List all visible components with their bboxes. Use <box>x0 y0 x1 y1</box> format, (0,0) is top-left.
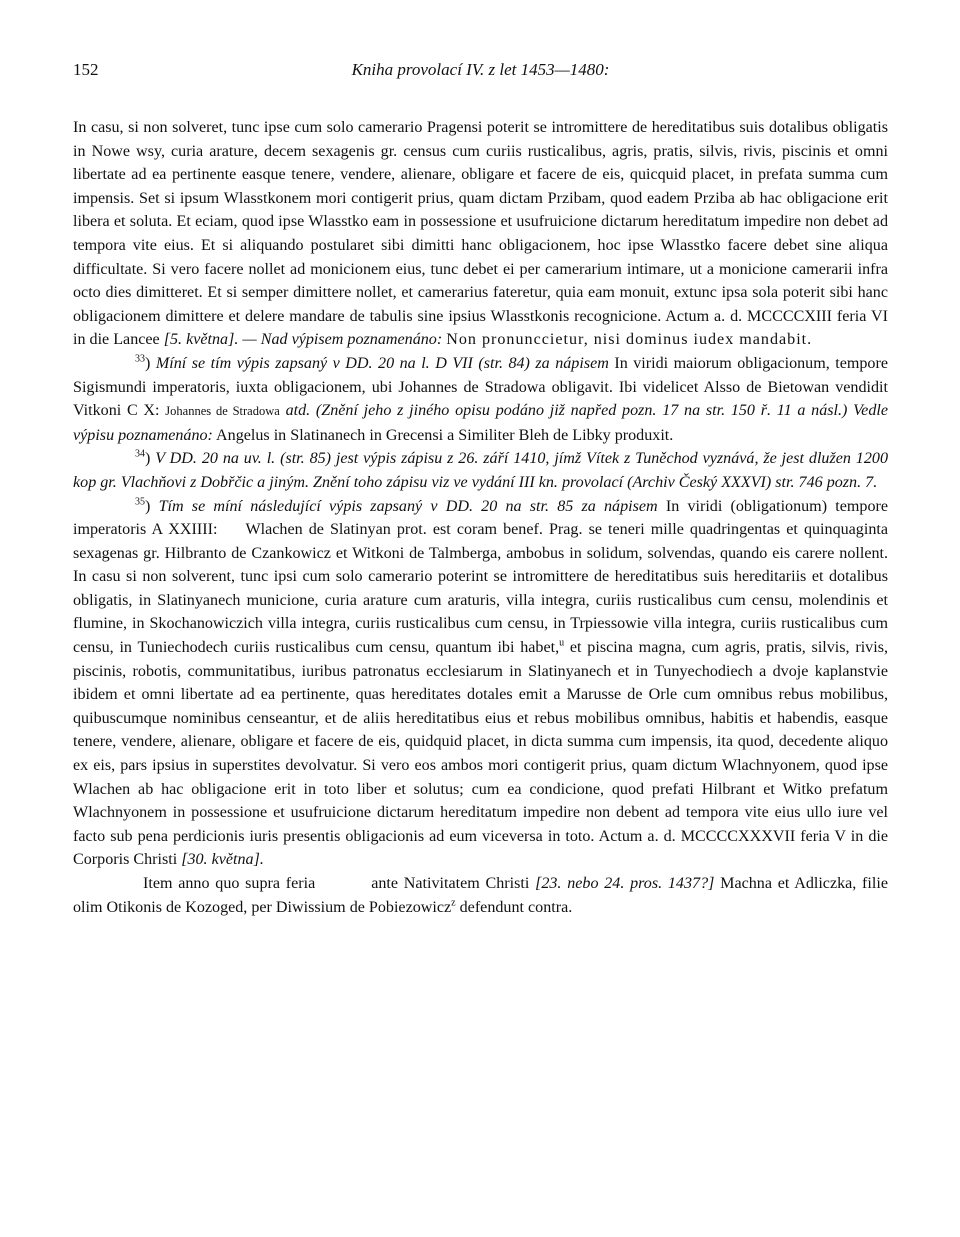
footnote-text: In viridi maiorum obligacionum, tempore Sigismundi imperatoris, iuxta obligacionem, ubi Johannes de Stradowa obligavit. Ibi videlicet Alsso de Bietowan vendidit Vitkoni C X: <box>73 354 888 420</box>
footnote-intro: Míní se tím výpis zapsaný v DD. 20 na l. D VII (str. 84) za nápisem <box>155 354 609 372</box>
footnote-text-c: et piscina magna, cum agris, pratis, silvis, rivis, piscinis, robotis, communitatibus, iuribus patronatus ecclesiarum in Slatinyanech et in Tunyechodiech a dvoje kaplanstvie ibidem et omni libertate ad ea pertinente, quas hereditates dotales emit a Marusse de Orle cum omnibus rebus mobilibus, quibuscumque nominibus censeantur, et de aliis hereditatibus eius et rebus mobilibus omnibus, habitis et habendis, easque tenere, vendere, alienare, obligare et facere de eis, quidquid placet, in dicta summa cum impensis, ita quod, decedente aliquo ex eis, pars ipsius in superstites devolvatur. Si vero eos ambos mori contigerit prius, quam dictum Wlachnyonem, quod ipse Wlachen ab hac obligacione erit in toto liber et solutus; cum ea condicione, quod prefati Hilbrant et Witko prefatum Wlachnyonem in possessione et usufruicione dictarum hereditatum impedire non debent ad tempora vite eius ullo iure vel facto sub pena perdicionis iuris presentis obligacionis ad eum viceversa in toto. Actum a. d. MCCCCXXXVII feria V in die Corporis Christi <box>73 639 888 869</box>
date-reference: [23. nebo 24. pros. 1437?] <box>535 875 715 892</box>
page-number: 152 <box>73 60 99 79</box>
footnote-small-text: Johannes de Stradowa <box>165 404 280 419</box>
page-header <box>73 60 888 90</box>
date-reference: [5. května]. <box>163 331 239 349</box>
footnote-number: 33 <box>135 353 145 365</box>
document-body <box>73 116 888 919</box>
main-text: In casu, si non solveret, tunc ipse cum solo camerario Pragensi poterit se intromittere de hereditatibus suis dotalibus obligatis in Nowe wsy, curia arature, decem sexagenis gr. census cum curiis rusticalibus, agris, pratis, silvis, rivis, piscinis et omni libertate ad ea pertinente easque tenere, vendere, alienare, obligare et facere de eis, quicquid placet, in prefata summa cum impensis. Set si ipsum Wlasstkonem mori contigerit prius, quam dictam Przibam, quod eadem Prziba ab hac obligacione erit libera et soluta. Et eciam, quod ipse Wlasstko eam in possessione et usufruicione dictarum hereditatum impedire non debet ad tempora vite eius. Et si aliquando postularet sibi dimitti hanc obligacionem, hoc ipse Wlasstko facere debet sine aliqua difficultate. Si vero facere nollet ad monicionem eius, tunc debet ei per camerarium intimare, ut a monicione camerarii infra octo dies dimitteret. Et si semper dimittere nollet, et camerarius fateretur, quia eam monuit, extunc ipsa sola poterit sibi hanc obligacionem dimittere et delere mandare de tabulis sine ipsius Wlasstkonis recognicione. Actum a. d. MCCCCXIII feria VI in die Lancee <box>73 119 888 349</box>
footnote-number: 35 <box>135 496 145 508</box>
footnote-text-b: Wlachen de Slatinyan prot. est coram benef. Prag. se teneri mille quadringentas et quinquaginta sexagenas gr. Hilbranto de Czankowicz et Witkoni de Talmberga, ambobus in solidum, solvendas, quando eis carere nollent. In casu si non solverent, tunc ipsi cum solo camerario poterint se intromittere de hereditatibus suis hereditariis et dotalibus obligatis, in Slatinyanech municione, curia arature cum araturis, villa integra, curiis rusticalibus cum censu, molendinis et flumine, in Skochanowiczich villa integra, curiis rusticalibus cum censu, in Trpiessowie villa integra, curiis rusticalibus cum censu, in Tuniechodech curiis rusticalibus cum censu, quantum ibi habet, <box>73 521 888 657</box>
footnote-intro: Tím se míní následující výpis zapsaný v DD. 20 na str. 85 za nápisem <box>158 497 658 515</box>
footnote-marker: z <box>451 897 456 909</box>
last-text-d: defendunt contra. <box>459 898 573 916</box>
footnote-34: $^{34}$) V DD. 20 na uv. l. (str. 85) jest výpis zápisu z 26. září 1410, jímž Vítek z Tuněchod vyznává, že jest dlužen 1200 kop gr. Vlachňovi z Dobřčic a jiným. Znění toho zápisu viz ve vydání III kn. provolací (Archiv Český XXXVI) str. 746 pozn. 7. <box>73 448 888 491</box>
last-text-b: ante Nativitatem Christi <box>371 875 530 892</box>
paragraph-main <box>73 116 888 352</box>
running-title: Kniha provolací IV. z let 1453—1480: <box>351 60 610 79</box>
date-reference: [30. května]. <box>181 851 264 869</box>
footnote-35: $^{35}$) Tím se míní následující výpis zapsaný v DD. 20 na str. 85 za nápisem In viridi (obligationum) tempore imperatoris A XXIIII: Wlachen de Slatinyan prot. est coram benef. Prag. se teneri mille quadringentas et quinquaginta sexagenas gr. Hilbranto de Czankowicz et Witkoni de Talmberga, ambobus in solidum, solvendas, quando eis carere nollent. In casu si non solverent, tunc ipsi cum solo camerario poterint se intromittere de hereditatibus suis hereditariis et dotalibus obligatis, in Slatinyanech municione, curia arature cum araturis, villa integra, curiis rusticalibus cum censu, molendinis et flumine, in Skochanowiczich villa integra, curiis rusticalibus cum censu, in Trpiessowie villa integra, curiis rusticalibus cum censu, in Tuniechodech curiis rusticalibus cum censu, quantum ibi habet,$^u$ et piscina magna, cum agris, pratis, silvis, rivis, piscinis, robotis, communitatibus, iuribus patronatus ecclesiarum in Slatinyanech et in Tunyechodiech a dvoje kaplanstvie ibidem et omni libertate ad ea pertinente, quas hereditates dotales emit a Marusse de Orle cum omnibus rebus mobilibus, quibuscumque nominibus censeantur, et de aliis hereditatibus eius et rebus mobilibus omnibus, habitis et habendis, easque tenere, vendere, alienare, obligare et facere de eis, quidquid placet, in dicta summa cum impensis, ita quod, decedente aliquo ex eis, pars ipsius in superstites devolvatur. Si vero eos ambos mori contigerit prius, quam dictum Wlachnyonem, quod ipse Wlachen ab hac obligacione erit in toto liber et solutus; cum ea condicione, quod prefati Hilbrant et Witko prefatum Wlachnyonem in possessione et usufruicione dictarum hereditatum impedire non debent ad tempora vite eius ullo iure vel facto sub pena perdicionis iuris presentis obligacionis ad eum viceversa in toto. Actum a. d. MCCCCXXXVII feria V in die Corporis Christi [30. května]. <box>73 496 888 869</box>
note-text: Non pronunccietur, nisi dominus iudex mandabit. <box>446 331 813 349</box>
footnote-33: $^{33}$) Míní se tím výpis zapsaný v DD. 20 na l. D VII (str. 84) za nápisem In viridi maiorum obligacionum, tempore Sigismundi imperatoris, iuxta obligacionem, ubi Johannes de Stradowa obligavit. Ibi videlicet Alsso de Bietowan vendidit Vitkoni C X: Johannes de Stradowa atd. (Znění jeho z jiného opisu podáno již napřed pozn. 17 na str. 150 ř. 11 a násl.) Vedle výpisu poznamenáno: Angelus in Slatinanech in Grecensi a Similiter Bleh de Libky produxit. <box>73 353 888 444</box>
paragraph-last <box>73 872 888 919</box>
footnote-note: (Znění jeho z jiného opisu podáno již napřed pozn. 17 na str. 150 ř. 11 a násl.) Vedle výpisu poznamenáno: <box>73 402 888 444</box>
last-text-c: Machna et Adliczka, filie olim Otikonis de Kozoged, per Diwissium de Pobiezowicz <box>73 875 888 916</box>
footnote-end: Angelus in Slatinanech in Grecensi a Similiter Bleh de Libky produxit. <box>216 426 674 444</box>
footnote-atd: atd. <box>285 402 311 420</box>
footnote-marker: u <box>559 637 565 649</box>
document-page <box>73 60 888 919</box>
note-label: — Nad výpisem poznamenáno: <box>242 331 443 349</box>
footnote-text: V DD. 20 na uv. l. (str. 85) jest výpis zápisu z 26. září 1410, jímž Vítek z Tuněchod vyznává, že jest dlužen 1200 kop gr. Vlachňovi z Dobřčic a jiným. Znění toho zápisu viz ve vydání III kn. provolací (Archiv Český XXXVI) str. 746 pozn. 7. <box>73 450 888 491</box>
footnote-text-a: In viridi (obligationum) tempore imperatoris A XXIIII: <box>73 497 888 539</box>
footnote-number: 34 <box>135 448 145 460</box>
last-text-a: Item anno quo supra feria <box>143 875 316 892</box>
